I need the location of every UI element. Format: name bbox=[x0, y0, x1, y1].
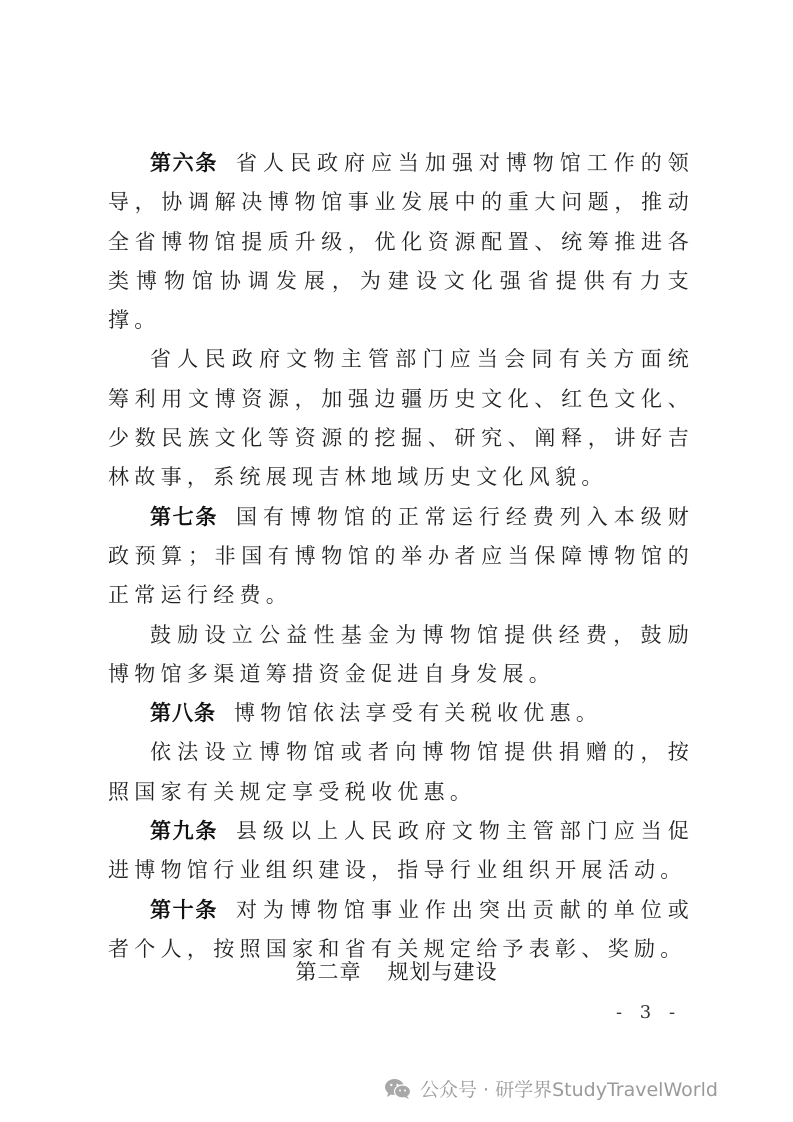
chapter-title: 规划与建设 bbox=[387, 960, 498, 984]
document-body bbox=[108, 144, 694, 969]
article-text: 省人民政府文物主管部门应当会同有关方面统筹利用文博资源，加强边疆历史文化、红色文化、少数民族文化等资源的挖掘、研究、阐释，讲好吉林故事，系统展现吉林地域历史文化风貌。 bbox=[108, 347, 694, 490]
article-number: 第九条 bbox=[150, 819, 219, 844]
article-text: 省人民政府应当加强对博物馆工作的领导，协调解决博物馆事业发展中的重大问题，推动全省博物馆提质升级，优化资源配置、统筹推进各类博物馆协调发展，为建设文化强省提供有力支撑。 bbox=[108, 151, 695, 333]
article-text: 国有博物馆的正常运行经费列入本级财政预算；非国有博物馆的举办者应当保障博物馆的正常运行经费。 bbox=[108, 504, 695, 608]
watermark-text: 公众号 · 研学界StudyTravelWorld bbox=[420, 1079, 718, 1101]
article-7-paragraph-1 bbox=[108, 498, 694, 616]
article-text: 博物馆依法享受有关税收优惠。 bbox=[234, 701, 603, 726]
article-6-paragraph-2 bbox=[108, 340, 694, 497]
article-6-paragraph-1 bbox=[108, 144, 694, 340]
article-7-paragraph-2 bbox=[108, 616, 694, 695]
watermark bbox=[384, 1075, 718, 1102]
article-number: 第七条 bbox=[150, 504, 219, 529]
chapter-number: 第二章 bbox=[295, 960, 362, 984]
article-9-paragraph-1 bbox=[108, 812, 694, 891]
article-number: 第八条 bbox=[150, 701, 216, 726]
article-text: 依法设立博物馆或者向博物馆提供捐赠的，按照国家有关规定享受税收优惠。 bbox=[108, 740, 694, 804]
chapter-heading bbox=[0, 956, 793, 986]
article-text: 鼓励设立公益性基金为博物馆提供经费，鼓励博物馆多渠道筹措资金促进自身发展。 bbox=[108, 622, 694, 686]
article-8-paragraph-1 bbox=[108, 694, 694, 733]
article-number: 第六条 bbox=[150, 151, 219, 175]
article-text: 对为博物馆事业作出突出贡献的单位或者个人，按照国家和省有关规定给予表彰、奖励。 bbox=[108, 897, 695, 961]
wechat-icon bbox=[384, 1078, 412, 1100]
page-number: - 3 - bbox=[616, 1002, 682, 1023]
article-text: 县级以上人民政府文物主管部门应当促进博物馆行业组织建设，指导行业组织开展活动。 bbox=[108, 819, 695, 883]
article-number: 第十条 bbox=[150, 897, 219, 922]
article-8-paragraph-2 bbox=[108, 733, 694, 812]
